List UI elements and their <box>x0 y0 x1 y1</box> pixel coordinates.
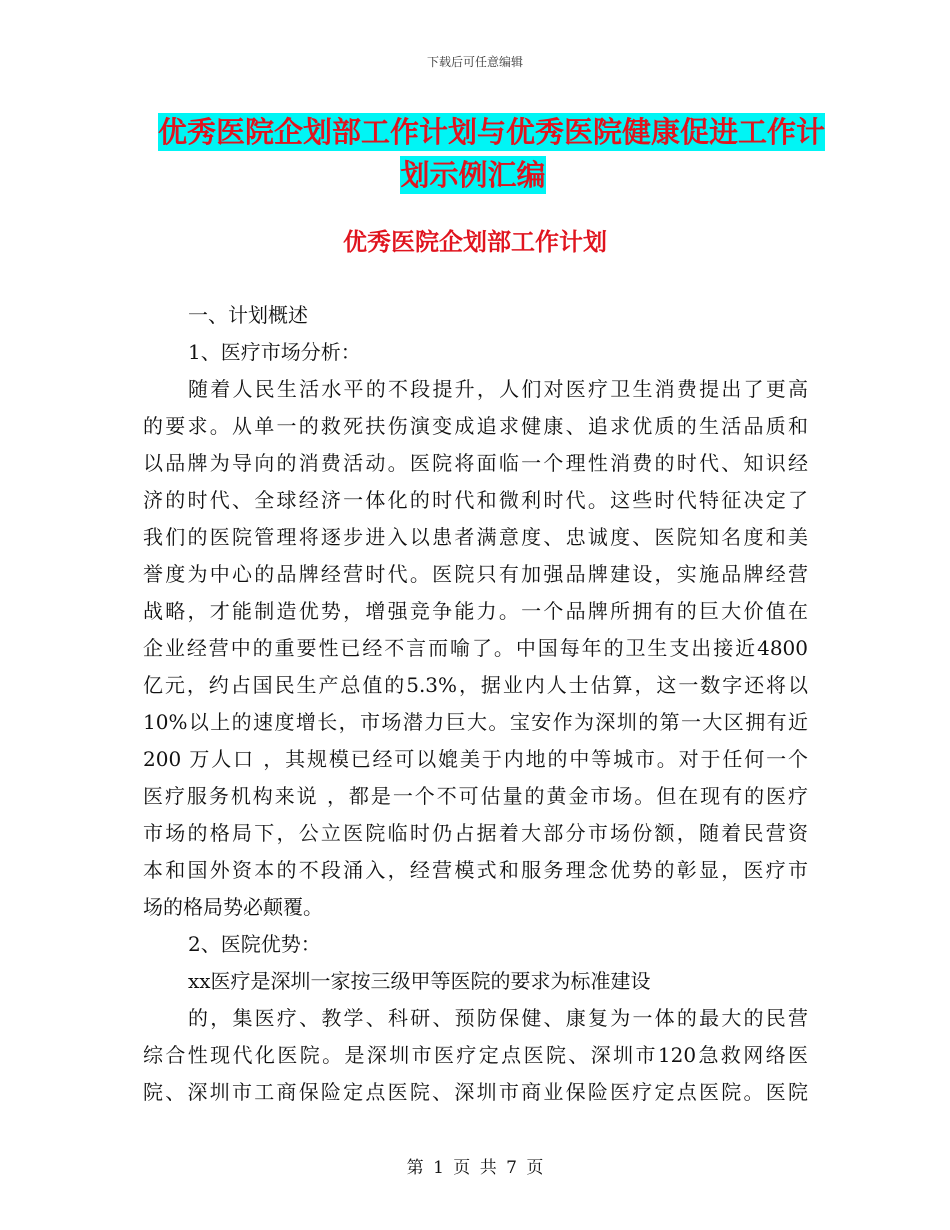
body-line: 战略，才能制造优势，增强竞争能力。一个品牌所拥有的巨大价值在 <box>143 599 808 623</box>
page-header: 下载后可任意编辑 <box>426 55 523 69</box>
body-line: 以品牌为导向的消费活动。医院将面临一个理性消费的时代、知识经 <box>143 451 808 475</box>
body-line: 医疗服务机构来说 ，都是一个不可估量的黄金市场。但在现有的医疗 <box>143 784 808 808</box>
body-line: 市场的格局下，公立医院临时仍占据着大部分市场份额，随着民营资 <box>143 821 808 845</box>
body-line: 企业经营中的重要性已经不言而喻了。中国每年的卫生支出接近4800 <box>143 636 808 660</box>
body-line: 的要求。从单一的救死扶伤演变成追求健康、追求优质的生活品质和 <box>143 414 808 438</box>
document-body <box>143 297 808 1111</box>
body-line: 院、深圳市工商保险定点医院、深圳市商业保险医疗定点医院。医院 <box>143 1080 808 1104</box>
body-line: 本和国外资本的不段涌入，经营模式和服务理念优势的彰显，医疗市 <box>143 858 808 882</box>
body-line: 我们的医院管理将逐步进入以患者满意度、忠诚度、医院知名度和美 <box>143 525 808 549</box>
body-line: 誉度为中心的品牌经营时代。医院只有加强品牌建设，实施品牌经营 <box>143 562 808 586</box>
body-line: 随着人民生活水平的不段提升，人们对医疗卫生消费提出了更高 <box>188 377 808 401</box>
section-title: 优秀医院企划部工作计划 <box>343 228 607 256</box>
page-footer: 第 1 页 共 7 页 <box>406 1158 544 1178</box>
body-line: 综合性现代化医院。是深圳市医疗定点医院、深圳市120急救网络医 <box>143 1043 808 1067</box>
body-line: 一、计划概述 <box>188 303 308 327</box>
document-title-line-2 <box>0 153 948 194</box>
body-line: 10%以上的速度增长，市场潜力巨大。宝安作为深圳的第一大区拥有近 <box>143 710 808 734</box>
document-title-line-1 <box>0 110 950 151</box>
body-line: xx医疗是深圳一家按三级甲等医院的要求为标准建设 <box>188 969 651 993</box>
title-text-1: 优秀医院企划部工作计划与优秀医院健康促进工作计 <box>157 115 825 149</box>
body-line: 2、医院优势： <box>188 932 321 956</box>
title-text-2: 划示例汇编 <box>400 158 546 192</box>
body-line: 场的格局势必颠覆。 <box>143 895 323 919</box>
body-line: 济的时代、全球经济一体化的时代和微利时代。这些时代特征决定了 <box>143 488 808 512</box>
body-line: 的，集医疗、教学、科研、预防保健、康复为一体的最大的民营 <box>188 1006 808 1030</box>
body-line: 200 万人口 ，其规模已经可以媲美于内地的中等城市。对于任何一个 <box>143 747 808 771</box>
body-line: 1、医疗市场分析： <box>188 340 361 364</box>
body-line: 亿元，约占国民生产总值的5.3%，据业内人士估算，这一数字还将以 <box>143 673 808 697</box>
